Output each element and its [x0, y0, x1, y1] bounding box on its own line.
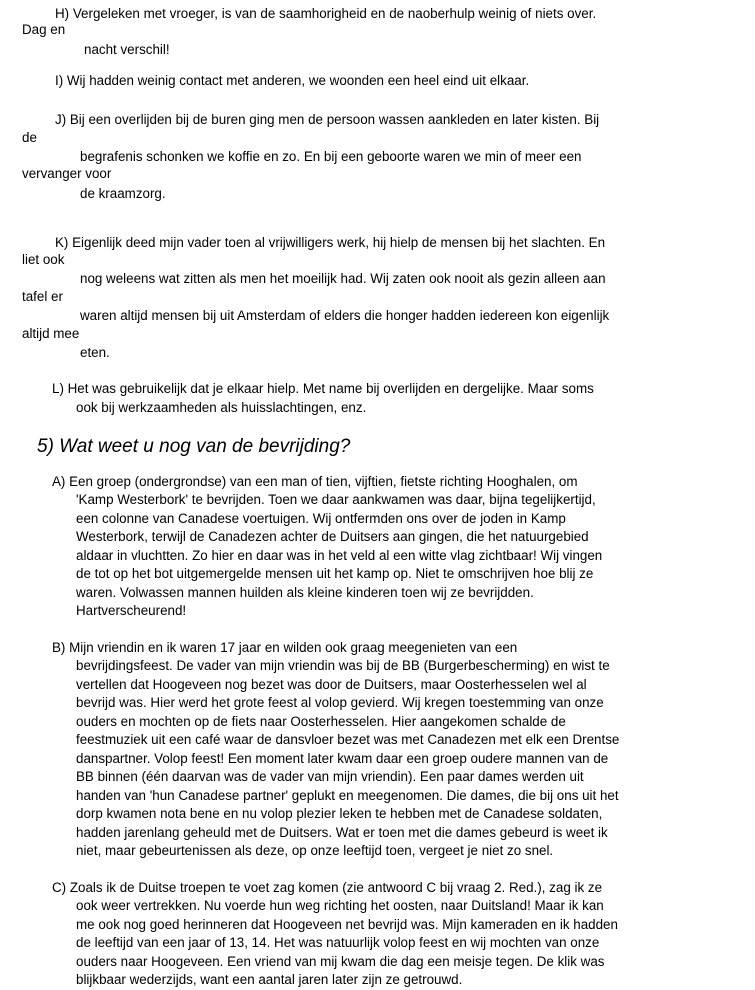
answer-c-line: ook weer vertrekken. Nu voerde hun weg richting het oosten, naar Duitsland! Maar ik kan [76, 898, 604, 913]
answer-c-line: blijkbaar wederzijds, want een aantal jaren later zijn ze getrouwd. [76, 972, 463, 987]
answer-b-line: bevrijd was. Hier werd het grote feest al volop gevierd. Wij kregen toestemming van onze [76, 695, 604, 710]
section-heading: 5) Wat weet u nog van de bevrijding? [37, 436, 351, 457]
answer-c-line: ouders naar Hoogeveen. Een vriend van mij kwam die dag een meisje tegen. De klik was [76, 954, 605, 969]
answer-b-line: niet, maar gebeurtenissen als deze, op onze leeftijd toen, vergeet je niet zo snel. [76, 843, 554, 858]
answer-b-line: B) Mijn vriendin en ik waren 17 jaar en wilden ook graag meegenieten van een [52, 640, 518, 655]
answer-c-line: de leeftijd van een jaar of 13, 14. Het was natuurlijk volop feest en wij mochten van onze [76, 935, 600, 950]
item-k-line: altijd mee [22, 326, 80, 341]
item-k-line: nog weleens wat zitten als men het moeilijk had. Wij zaten ook nooit als gezin alleen aan [80, 271, 606, 286]
answer-b-line: vertellen dat Hoogeveen nog bezet was door de Duitsers, maar Oosterhesselen wel al [76, 677, 587, 692]
answer-a-line: 'Kamp Westerbork' te bevrijden. Toen we daar aankwamen was daar, bijna tegelijkertijd, [76, 492, 596, 507]
answer-a-line: een colonne van Canadese voertuigen. Wij ontfermden ons over de joden in Kamp [76, 511, 566, 526]
answer-a-line: aldaar in vluchtten. Zo hier en daar was in het veld al een witte vlag zichtbaar! Wij vingen [76, 548, 603, 563]
item-k-line: liet ook [22, 252, 65, 267]
answer-b-line: hadden jarenlang geheuld met de Duitsers. Wat er toen met die dames gebeurd is weet ik [76, 825, 608, 840]
answer-a-line: Hartverscheurend! [76, 603, 187, 618]
item-h-line: Dag en [22, 22, 66, 37]
item-i-line: I) Wij hadden weinig contact met anderen, we woonden een heel eind uit elkaar. [55, 73, 530, 88]
answer-a-line: waren. Volwassen mannen huilden als kleine kinderen toen wij ze bevrijdden. [76, 585, 534, 600]
answer-a-line: Westerbork, terwijl de Canadezen achter de Duitsers aan gingen, die het natuurgebied [76, 529, 589, 544]
answer-a-line: A) Een groep (ondergrondse) van een man of tien, vijftien, fietste richting Hooghalen, om [52, 474, 578, 489]
item-j-line: J) Bij een overlijden bij de buren ging men de persoon wassen aankleden en later kisten. Bij [55, 112, 600, 127]
answer-b-line: BB binnen (één daarvan was de vader van mijn vriendin). Een paar dames werden uit [76, 769, 584, 784]
item-k-line: K) Eigenlijk deed mijn vader toen al vrijwilligers werk, hij hielp de mensen bij het slachten. En [55, 235, 606, 250]
item-j-line: de kraamzorg. [80, 186, 166, 201]
answer-b-line: feestmuziek uit een café waar de dansvloer bezet was met Canadezen met elk een Drentse [76, 732, 620, 747]
answer-a-line: de tot op het bot uitgemergelde mensen uit het kamp op. Niet te omschrijven hoe blij ze [76, 566, 594, 581]
item-j-line: vervanger voor [22, 166, 112, 181]
answer-b-line: bevrijdingsfeest. De vader van mijn vriendin was bij de BB (Burgerbescherming) en wist te [76, 658, 610, 673]
answer-c-line: C) Zoals ik de Duitse troepen te voet zag komen (zie antwoord C bij vraag 2. Red.), zag ik ze [52, 880, 603, 895]
item-h-line: nacht verschil! [84, 42, 170, 57]
item-l-line: ook bij werkzaamheden als huisslachtingen, enz. [76, 400, 367, 415]
item-j-line: de [22, 130, 37, 145]
item-k-line: waren altijd mensen bij uit Amsterdam of elders die honger hadden iedereen kon eigenlijk [80, 308, 610, 323]
item-l-line: L) Het was gebruikelijk dat je elkaar hielp. Met name bij overlijden en dergelijke. Maar soms [52, 381, 594, 396]
item-j-line: begrafenis schonken we koffie en zo. En bij een geboorte waren we min of meer een [80, 149, 582, 164]
answer-b-line: handen van 'hun Canadese partner' geplukt en meegenomen. Die dames, die bij ons uit het [76, 788, 619, 803]
item-k-line: tafel er [22, 289, 63, 304]
answer-b-line: danspartner. Volop feest! Een moment later kwam daar een groep oudere mannen van de [76, 751, 609, 766]
answer-b-line: ouders en mochten op de fiets naar Oosterhesselen. Hier aangekomen schalde de [76, 714, 566, 729]
answer-c-line: me ook nog goed herinneren dat Hoogeveen net bevrijd was. Mijn kameraden en ik hadden [76, 917, 618, 932]
item-k-line: eten. [80, 345, 110, 360]
item-h-line: H) Vergeleken met vroeger, is van de saamhorigheid en de naoberhulp weinig of niets over. [55, 6, 597, 21]
answer-b-line: dorp kwamen nota bene en nu volop plezier leken te hebben met de Canadese soldaten, [76, 806, 603, 821]
